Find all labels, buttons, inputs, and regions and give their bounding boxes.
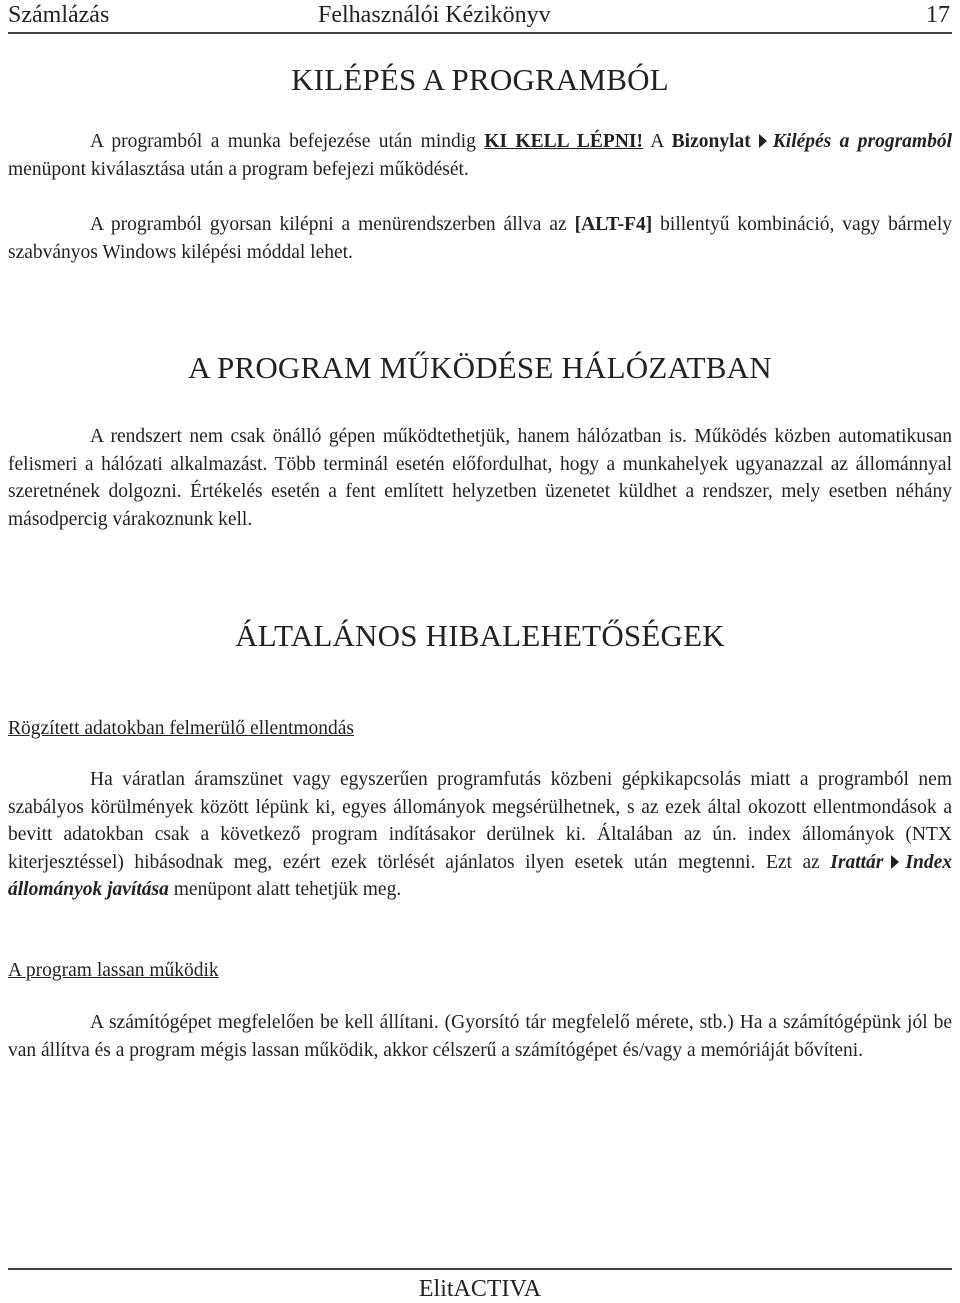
paragraph-exit-2: A programból gyorsan kilépni a menürendszerben állva az [ALT-F4] billentyű kombináció, vagy bármely szabványos Windows kilépési móddal lehet. [8, 214, 952, 263]
section-title-network: A PROGRAM MŰKÖDÉSE HÁLÓZATBAN [188, 350, 772, 385]
header-manual-title: Felhasználói Kézikönyv [318, 2, 551, 28]
menu-irattar: Irattár [830, 851, 884, 873]
paragraph-slow-program: A számítógépet megfelelően be kell állítani. (Gyorsító tár megfelelő mérete, stb.) Ha a számítógépünk jól be van állítva és a program mégis lassan működik, akkor célszerű a számítógépet és/vagy a memóriáját bővíteni. [8, 1012, 952, 1061]
subheading-slow-program: A program lassan működik [8, 960, 219, 981]
footer-brand: ElitACTIVA [418, 1276, 542, 1302]
subheading-data-inconsistency: Rögzített adatokban felmerülő ellentmondás [8, 718, 355, 739]
emphasis-must-exit: KI KELL LÉPNI! [484, 131, 643, 152]
paragraph-data-inconsistency: Ha váratlan áramszünet vagy egyszerűen programfutás közbeni gépkikapcsolás miatt a programból nem szabályos körülmények között lépünk ki, egyes állományok megsérülhetnek, s az ezek által okozott ellentmondások a bevitt adatokban csak a következő program indításakor derülnek ki. Általában az ún. index állományok (NTX kiterjesztéssel) hibásodnak meg, ezért ezek törlését ajánlatos ilyen esetek után megtenni. Ezt az Irattár Index állományok javítása menüpont alatt tehetjük meg. [8, 769, 952, 900]
page-footer [8, 1268, 952, 1303]
menu-kilepes: Kilépés a programból [772, 131, 953, 152]
section-title-errors: ÁLTALÁNOS HIBALEHETŐSÉGEK [235, 618, 725, 653]
page-number: 17 [926, 2, 950, 28]
page-header [8, 0, 952, 34]
paragraph-exit-1: A programból a munka befejezése után mindig KI KELL LÉPNI! A Bizonylat Kilépés a programból menüpont kiválasztása után a program befejezi működését. [8, 131, 953, 180]
menu-arrow-icon [891, 855, 899, 869]
paragraph-network: A rendszert nem csak önálló gépen működtethetjük, hanem hálózatban is. Működés közben automatikusan felismeri a hálózati alkalmazást. Több terminál esetén előfordulhat, hogy a munkahelyek ugyanazzal az állománnyal szeretnének dolgozni. Értékelés esetén a fent említett helyzetben üzenetet küldhet a rendszer, mely esetben néhány másodpercig várakoznunk kell. [8, 426, 952, 530]
menu-index-javitas: Index állományok javítása [8, 851, 952, 900]
menu-bizonylat: Bizonylat [671, 131, 751, 152]
menu-arrow-icon [759, 134, 767, 148]
key-alt-f4: [ALT-F4] [574, 214, 653, 235]
header-doc-title: Számlázás [8, 2, 110, 28]
section-title-exit: KILÉPÉS A PROGRAMBÓL [291, 62, 669, 97]
